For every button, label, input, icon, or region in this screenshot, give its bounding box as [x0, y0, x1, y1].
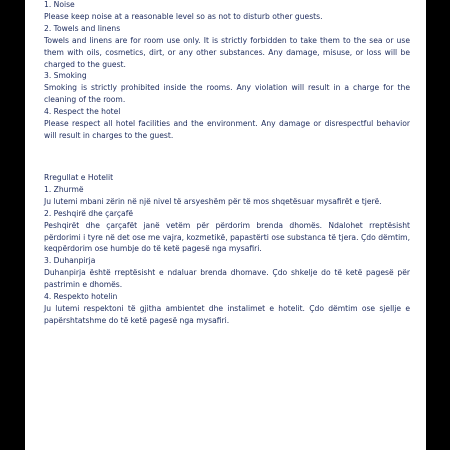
- rule-heading-peshqire: 2. Peshqirë dhe çarçafë: [44, 208, 134, 218]
- rule-heading-duhanpirja: 3. Duhanpirja: [44, 256, 96, 266]
- albanian-rules-section: [44, 172, 410, 327]
- rule-heading-smoking: 3. Smoking: [44, 71, 87, 81]
- rule-text-towels: Towels and linens are for room use only. It is strictly forbidden to take them to the sea or use them with oils, cosmetics, dirt, or any other substances. Any damage, misuse, or loss will be charged to the guest.: [44, 35, 410, 69]
- rule-text-noise: Please keep noise at a reasonable level so as not to disturb other guests.: [44, 11, 323, 21]
- rule-text-respekto: Ju lutemi respektoni të gjitha ambientet dhe instalimet e hotelit. Çdo dëmtim ose sjellje e papërshtatshme do të ketë pagesë nga mysafiri.: [44, 303, 410, 325]
- albanian-rules-title: Rregullat e Hotelit: [44, 173, 114, 182]
- rule-heading-zhurme: 1. Zhurmë: [44, 184, 84, 194]
- english-rules-section: [44, 0, 410, 142]
- rule-text-smoking: Smoking is strictly prohibited inside the rooms. Any violation will result in a charge for the cleaning of the room.: [44, 83, 410, 105]
- rule-heading-respect: 4. Respect the hotel: [44, 107, 121, 117]
- rule-text-duhanpirja: Duhanpirja është rreptësisht e ndaluar brenda dhomave. Çdo shkelje do të ketë pagesë për pastrimin e dhomës.: [44, 268, 410, 290]
- rule-text-respect: Please respect all hotel facilities and the environment. Any damage or disrespectful behavior will result in charges to the guest.: [44, 119, 410, 140]
- document-page: [25, 0, 426, 450]
- rule-heading-respekto: 4. Respekto hotelin: [44, 292, 118, 302]
- rule-heading-towels: 2. Towels and linens: [44, 23, 121, 33]
- rule-heading-noise: 1. Noise: [44, 0, 75, 9]
- rule-text-peshqire: Peshqirët dhe çarçafët janë vetëm për përdorim brenda dhomës. Ndalohet rreptësisht përdorimi i tyre në det ose me vajra, kozmetikë, papastërti ose substanca të tjera. Çdo dëmtim, keqpërdorim ose humbje do të ketë pagesë nga mysafiri.: [44, 220, 410, 254]
- rule-text-zhurme: Ju lutemi mbani zërin në një nivel të arsyeshëm për të mos shqetësuar mysafirët e tjerë.: [44, 196, 382, 206]
